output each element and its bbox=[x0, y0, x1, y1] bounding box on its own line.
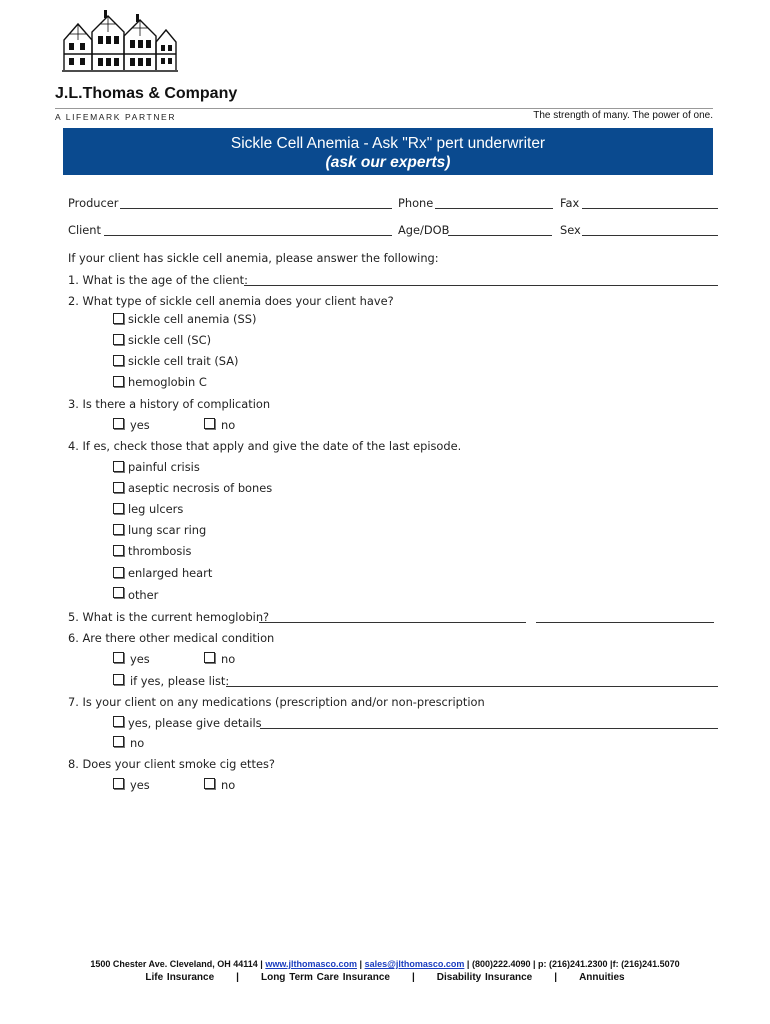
sex-label: Sex bbox=[560, 223, 581, 237]
partner-label: A LIFEMARK PARTNER bbox=[55, 112, 177, 122]
phone-label: Phone bbox=[398, 196, 434, 210]
checkbox-painful-crisis[interactable] bbox=[113, 461, 124, 472]
checkbox-thrombosis[interactable] bbox=[113, 545, 124, 556]
footer-service-separator: | bbox=[554, 972, 558, 983]
footer-separator: | bbox=[359, 959, 363, 969]
footer-services-line bbox=[0, 972, 770, 983]
footer-service-disability: Disability Insurance bbox=[436, 972, 533, 983]
question-4: 4. If es, check those that apply and give the date of the last episode. bbox=[68, 439, 462, 453]
building-logo-icon bbox=[60, 10, 180, 76]
age-answer-field[interactable] bbox=[244, 285, 718, 286]
client-label: Client bbox=[68, 223, 101, 237]
question-7: 7. Is your client on any medications (prescription and/or non-prescription bbox=[68, 695, 485, 709]
form-title: Sickle Cell Anemia - Ask "Rx" pert underwriter bbox=[230, 135, 546, 152]
checkbox-ss[interactable] bbox=[113, 313, 124, 324]
question-3: 3. Is there a history of complication bbox=[68, 397, 271, 411]
fax-field[interactable] bbox=[582, 208, 718, 209]
footer-service-life: Life Insurance bbox=[145, 972, 215, 983]
tagline: The strength of many. The power of one. bbox=[533, 110, 713, 121]
option-sc-label: sickle cell (SC) bbox=[128, 333, 212, 347]
footer-phone-numbers: | (800)222.4090 | p: (216)241.2300 |f: (216)241.5070 bbox=[466, 959, 680, 969]
age-dob-field[interactable] bbox=[448, 235, 552, 236]
footer-service-ltc: Long Term Care Insurance bbox=[260, 972, 390, 983]
checkbox-condition-yes[interactable] bbox=[113, 652, 124, 663]
medication-details-field[interactable] bbox=[260, 728, 718, 729]
medication-no-label: no bbox=[130, 736, 145, 750]
option-ss-label: sickle cell anemia (SS) bbox=[128, 312, 257, 326]
footer-address: 1500 Chester Ave. Cleveland, OH 44114 | bbox=[90, 959, 263, 969]
footer-email-link[interactable]: sales@jlthomasco.com bbox=[364, 959, 465, 969]
footer-service-annuities: Annuities bbox=[579, 972, 625, 983]
age-dob-label: Age/DOB bbox=[398, 223, 450, 237]
question-6: 6. Are there other medical condition bbox=[68, 631, 275, 645]
footer-website-link[interactable]: www.jlthomasco.com bbox=[265, 959, 358, 969]
checkbox-leg-ulcers[interactable] bbox=[113, 503, 124, 514]
header-divider bbox=[55, 108, 713, 109]
producer-label: Producer bbox=[68, 196, 119, 210]
smoke-yes-label: yes bbox=[130, 778, 150, 792]
question-1: 1. What is the age of the client: bbox=[68, 273, 248, 287]
checkbox-complication-no[interactable] bbox=[204, 418, 215, 429]
option-enlarged-heart-label: enlarged heart bbox=[128, 566, 213, 580]
producer-field[interactable] bbox=[120, 208, 392, 209]
checkbox-aseptic-necrosis[interactable] bbox=[113, 482, 124, 493]
checkbox-condition-list[interactable] bbox=[113, 674, 124, 685]
checkbox-hemoglobin-c[interactable] bbox=[113, 376, 124, 387]
phone-field[interactable] bbox=[435, 208, 553, 209]
checkbox-sc[interactable] bbox=[113, 334, 124, 345]
checkbox-sa[interactable] bbox=[113, 355, 124, 366]
checkbox-medication-yes[interactable] bbox=[113, 716, 124, 727]
option-hemoglobin-c-label: hemoglobin C bbox=[128, 375, 207, 389]
option-painful-crisis-label: painful crisis bbox=[128, 460, 200, 474]
complication-no-label: no bbox=[221, 418, 236, 432]
checkbox-complication-yes[interactable] bbox=[113, 418, 124, 429]
footer-service-separator: | bbox=[411, 972, 415, 983]
checkbox-condition-no[interactable] bbox=[204, 652, 215, 663]
condition-list-field[interactable] bbox=[226, 686, 718, 687]
hemoglobin-field[interactable] bbox=[259, 622, 526, 623]
checkbox-smoke-no[interactable] bbox=[204, 778, 215, 789]
option-lung-scarring-label: lung scar ring bbox=[128, 523, 207, 537]
checkbox-other[interactable] bbox=[113, 587, 124, 598]
intro-text: If your client has sickle cell anemia, please answer the following: bbox=[68, 251, 439, 265]
option-thrombosis-label: thrombosis bbox=[128, 544, 192, 558]
complication-yes-label: yes bbox=[130, 418, 150, 432]
option-other-label: other bbox=[128, 588, 159, 602]
checkbox-lung-scarring[interactable] bbox=[113, 524, 124, 535]
condition-yes-label: yes bbox=[130, 652, 150, 666]
condition-no-label: no bbox=[221, 652, 236, 666]
client-field[interactable] bbox=[104, 235, 392, 236]
question-2: 2. What type of sickle cell anemia does your client have? bbox=[68, 294, 394, 308]
question-5: 5. What is the current hemoglobin? bbox=[68, 610, 270, 624]
smoke-no-label: no bbox=[221, 778, 236, 792]
footer-service-separator: | bbox=[236, 972, 239, 983]
question-8: 8. Does your client smoke cig ettes? bbox=[68, 757, 275, 771]
checkbox-smoke-yes[interactable] bbox=[113, 778, 124, 789]
option-aseptic-necrosis-label: aseptic necrosis of bones bbox=[128, 481, 273, 495]
checkbox-enlarged-heart[interactable] bbox=[113, 567, 124, 578]
option-sa-label: sickle cell trait (SA) bbox=[128, 354, 239, 368]
medication-yes-label: yes, please give details bbox=[128, 716, 262, 730]
checkbox-medication-no[interactable] bbox=[113, 736, 124, 747]
sex-field[interactable] bbox=[582, 235, 718, 236]
hemoglobin-date-field[interactable] bbox=[536, 622, 714, 623]
company-name: J.L.Thomas & Company bbox=[55, 85, 238, 102]
fax-label: Fax bbox=[560, 196, 580, 210]
condition-list-label: if yes, please list: bbox=[130, 674, 230, 688]
title-banner bbox=[63, 128, 713, 175]
option-leg-ulcers-label: leg ulcers bbox=[128, 502, 184, 516]
form-subtitle: (ask our experts) bbox=[325, 154, 451, 171]
footer-contact-line bbox=[0, 959, 770, 969]
